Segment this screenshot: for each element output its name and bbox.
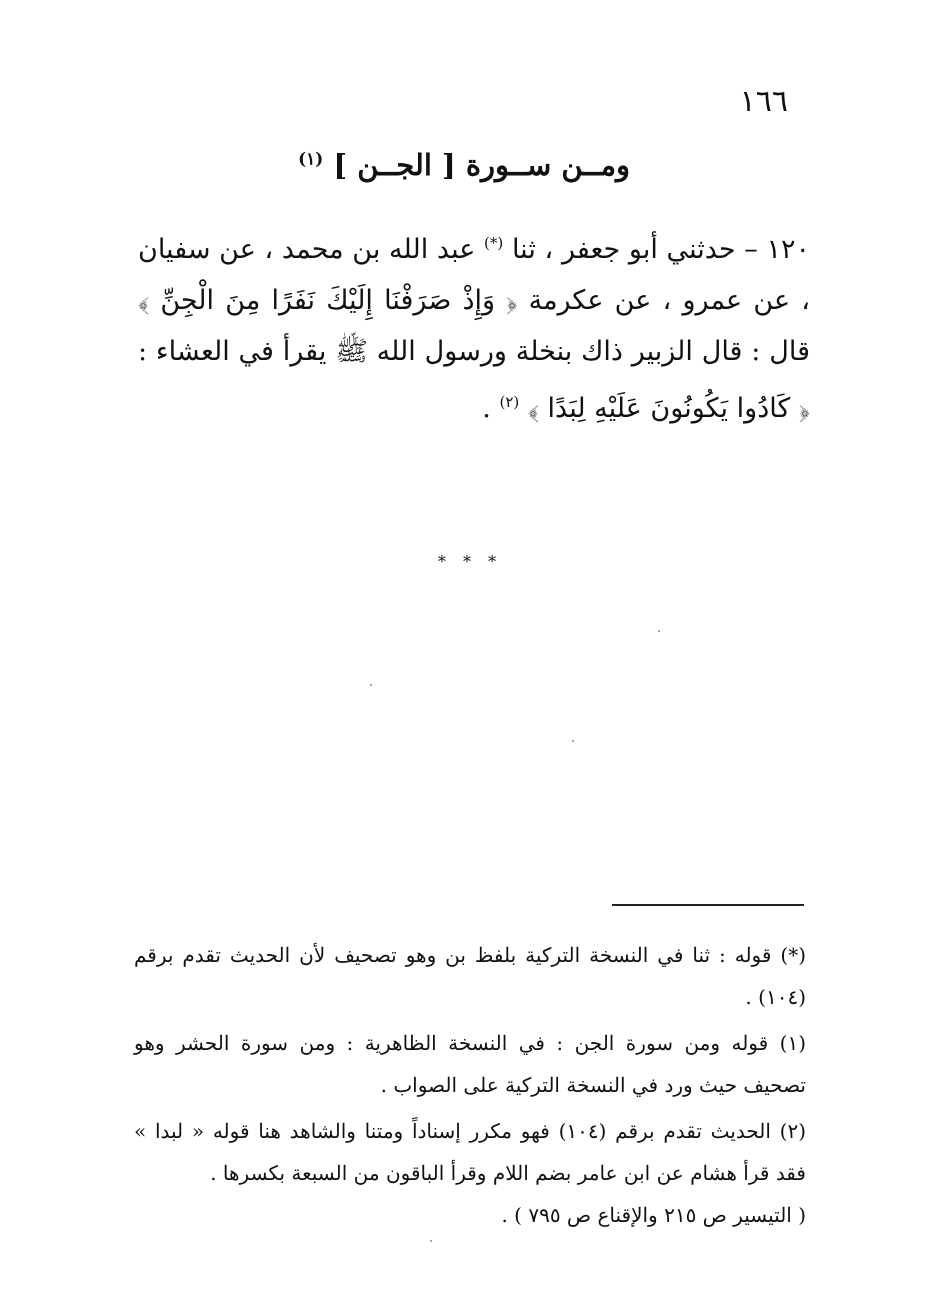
hadith-paragraph bbox=[138, 218, 810, 434]
lead-note-mark: (*) bbox=[484, 234, 504, 252]
footnotes bbox=[134, 934, 806, 1240]
page-number: ١٦٦ bbox=[739, 84, 788, 119]
footnote-1: (١) قوله ومن سورة الجن : في النسخة الظاهرية : ومن سورة الحشر وهو تصحيف حيث ورد في النسخة التركية على الصواب . bbox=[134, 1031, 806, 1097]
footnote-2-text: (٢) الحديث تقدم برقم (١٠٤) فهو مكرر إسناداً ومتنا والشاهد هنا قوله « لبدا » فقد قرأ هشام عن ابن عامر بضم اللام وقرأ الباقون من السبعة بكسرها . bbox=[134, 1119, 806, 1185]
section-separator: * * * bbox=[437, 552, 503, 571]
footnote-star: (*) قوله : ثنا في النسخة التركية بلفظ بن وهو تصحيف لأن الحديث تقدم برقم (١٠٤) . bbox=[134, 943, 806, 1009]
heading-note-mark: (١) bbox=[298, 149, 324, 170]
hadith-body bbox=[138, 218, 810, 434]
end-punctuation: . bbox=[482, 393, 500, 424]
footnote-2 bbox=[134, 1110, 806, 1236]
scan-speck bbox=[430, 1240, 432, 1242]
footnote-divider bbox=[612, 904, 804, 906]
hadith-lead: ١٢٠ – حدثني أبو جعفر ، ثنا bbox=[511, 234, 810, 265]
footnote-2-reference: ( التيسير ص ٢١٥ والإقناع ص ٧٩٥ ) . bbox=[501, 1203, 806, 1227]
scan-speck bbox=[658, 630, 660, 632]
scan-speck bbox=[572, 740, 574, 742]
end-note-mark: (٢) bbox=[499, 393, 520, 411]
heading-text: ومــن ســورة [ الجــن ] bbox=[333, 148, 630, 182]
scan-speck bbox=[370, 684, 372, 686]
section-heading bbox=[300, 148, 630, 182]
hadith-text: عبد الله بن محمد ، عن سفيان ، عن عمرو ، عن عكرمة ﴿ وَإِذْ صَرَفْنَا إِلَيْكَ نَفَرًا مِنَ الْجِنِّ ﴾ قال : قال الزبير ذاك بنخلة ورسول الله ﷺ يقرأ في العشاء : ﴿ كَادُوا يَكُونُونَ عَلَيْهِ لِبَدًا ﴾ bbox=[138, 234, 810, 424]
